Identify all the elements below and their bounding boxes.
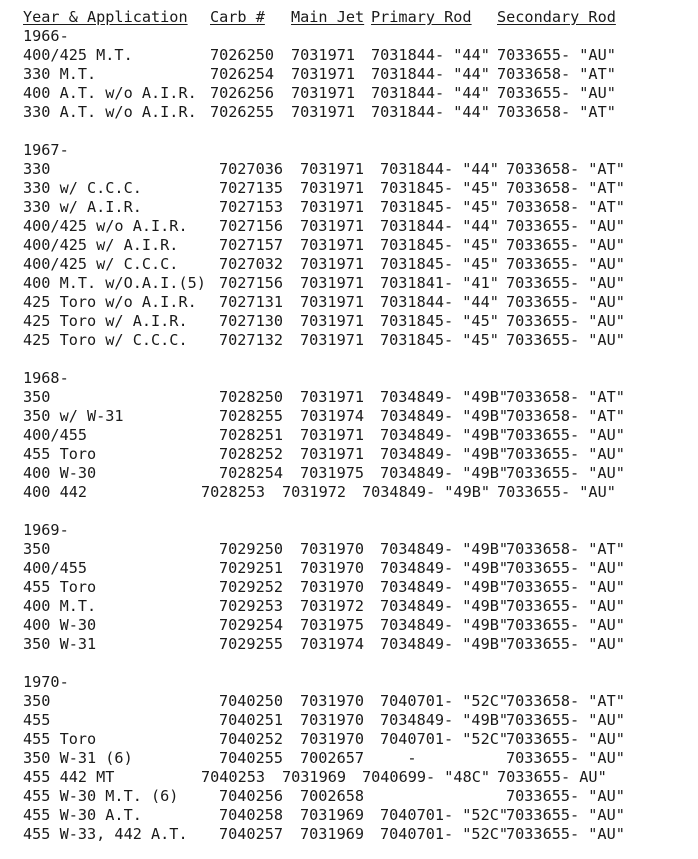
- cell-main-jet: 7031970: [300, 711, 365, 729]
- cell-main-jet: 7031971: [300, 293, 365, 311]
- cell-main-jet: 7031971: [300, 426, 365, 444]
- cell-main-jet: 7031971: [291, 84, 356, 102]
- table-row: [23, 179, 683, 198]
- table-row: [23, 217, 683, 236]
- cell-application: 455: [23, 711, 51, 729]
- year-heading: [23, 141, 683, 160]
- cell-application: 350: [23, 388, 51, 406]
- cell-primary-rod: 7031844- "44": [380, 217, 499, 235]
- cell-main-jet: 7002657: [300, 749, 365, 767]
- cell-primary-rod: 7031845- "45": [380, 236, 499, 254]
- cell-main-jet: 7031969: [300, 825, 365, 843]
- cell-carb: 7029252: [219, 578, 284, 596]
- cell-application: 350: [23, 540, 51, 558]
- cell-carb: 7040252: [219, 730, 284, 748]
- cell-application: 400 442: [23, 483, 88, 501]
- cell-primary-rod: 7034849- "49B": [380, 540, 509, 558]
- cell-carb: 7027032: [219, 255, 284, 273]
- table-row: [23, 768, 683, 787]
- cell-carb: 7040250: [219, 692, 284, 710]
- cell-application: 425 Toro w/ A.I.R.: [23, 312, 188, 330]
- year-label: 1967-: [23, 141, 69, 159]
- table-row: [23, 84, 683, 103]
- cell-main-jet: 7031971: [300, 274, 365, 292]
- header-carb: Carb #: [210, 8, 265, 26]
- cell-secondary-rod: 7033655- "AU": [506, 749, 625, 767]
- table-row: [23, 597, 683, 616]
- table-row: [23, 559, 683, 578]
- cell-secondary-rod: 7033655- AU": [497, 768, 607, 786]
- cell-carb: 7040257: [219, 825, 284, 843]
- cell-carb: 7029251: [219, 559, 284, 577]
- cell-primary-rod: 7040699- "48C": [362, 768, 491, 786]
- cell-main-jet: 7031970: [300, 578, 365, 596]
- table-row: [23, 388, 683, 407]
- cell-main-jet: 7031971: [291, 103, 356, 121]
- cell-primary-rod: 7034849- "49B": [380, 388, 509, 406]
- cell-carb: 7040253: [201, 768, 266, 786]
- cell-secondary-rod: 7033658- "AT": [506, 198, 625, 216]
- cell-carb: 7029255: [219, 635, 284, 653]
- cell-application: 455 W-33, 442 A.T.: [23, 825, 188, 843]
- cell-primary-rod: 7031841- "41": [380, 274, 499, 292]
- cell-application: 455 442 MT: [23, 768, 115, 786]
- cell-application: 425 Toro w/o A.I.R.: [23, 293, 197, 311]
- cell-carb: 7027131: [219, 293, 284, 311]
- cell-primary-rod: 7034849- "49B": [380, 464, 509, 482]
- cell-primary-rod: -: [380, 749, 417, 767]
- cell-main-jet: 7031974: [300, 635, 365, 653]
- cell-secondary-rod: 7033655- "AU": [506, 464, 625, 482]
- cell-primary-rod: 7040701- "52C": [380, 806, 509, 824]
- cell-main-jet: 7031971: [300, 255, 365, 273]
- cell-application: 400/425 w/ A.I.R.: [23, 236, 179, 254]
- cell-secondary-rod: 7033655- "AU": [506, 293, 625, 311]
- cell-secondary-rod: 7033658- "AT": [506, 407, 625, 425]
- cell-secondary-rod: 7033655- "AU": [506, 711, 625, 729]
- cell-secondary-rod: 7033655- "AU": [506, 806, 625, 824]
- table-body: [23, 27, 683, 844]
- cell-secondary-rod: 7033658- "AT": [506, 540, 625, 558]
- year-label: 1969-: [23, 521, 69, 539]
- cell-secondary-rod: 7033655- "AU": [506, 616, 625, 634]
- cell-secondary-rod: 7033658- "AT": [506, 179, 625, 197]
- cell-main-jet: 7031970: [300, 730, 365, 748]
- cell-application: 400/425 w/ C.C.C.: [23, 255, 179, 273]
- cell-primary-rod: 7031844- "44": [371, 84, 490, 102]
- table-row: [23, 331, 683, 350]
- cell-primary-rod: 7040701- "52C": [380, 825, 509, 843]
- cell-application: 350 w/ W-31: [23, 407, 124, 425]
- carburetor-spec-sheet: [23, 8, 683, 844]
- year-heading: [23, 521, 683, 540]
- cell-application: 400 W-30: [23, 616, 97, 634]
- cell-secondary-rod: 7033655- "AU": [506, 597, 625, 615]
- cell-application: 330 w/ A.I.R.: [23, 198, 142, 216]
- table-row: [23, 692, 683, 711]
- cell-main-jet: 7031971: [300, 331, 365, 349]
- table-row: [23, 65, 683, 84]
- cell-secondary-rod: 7033655- "AU": [506, 825, 625, 843]
- table-row: [23, 445, 683, 464]
- cell-carb: 7040258: [219, 806, 284, 824]
- table-row: [23, 616, 683, 635]
- cell-application: 455 Toro: [23, 445, 97, 463]
- cell-primary-rod: 7031844- "44": [380, 293, 499, 311]
- cell-carb: 7027130: [219, 312, 284, 330]
- cell-main-jet: 7002658: [300, 787, 365, 805]
- cell-carb: 7029254: [219, 616, 284, 634]
- cell-primary-rod: 7034849- "49B": [380, 578, 509, 596]
- table-row: [23, 825, 683, 844]
- cell-carb: 7029250: [219, 540, 284, 558]
- cell-application: 400 A.T. w/o A.I.R.: [23, 84, 197, 102]
- cell-application: 400 W-30: [23, 464, 97, 482]
- cell-main-jet: 7031970: [300, 540, 365, 558]
- cell-main-jet: 7031971: [300, 160, 365, 178]
- cell-secondary-rod: 7033658- "AT": [506, 692, 625, 710]
- table-row: [23, 103, 683, 122]
- cell-main-jet: 7031971: [300, 217, 365, 235]
- cell-secondary-rod: 7033655- "AU": [506, 445, 625, 463]
- cell-main-jet: 7031974: [300, 407, 365, 425]
- cell-carb: 7028251: [219, 426, 284, 444]
- cell-primary-rod: 7031845- "45": [380, 331, 499, 349]
- header-main-jet: Main Jet: [291, 8, 365, 26]
- cell-secondary-rod: 7033655- "AU": [506, 217, 625, 235]
- cell-secondary-rod: 7033655- "AU": [506, 274, 625, 292]
- table-row: [23, 293, 683, 312]
- cell-primary-rod: 7040701- "52C": [380, 730, 509, 748]
- cell-carb: 7040251: [219, 711, 284, 729]
- cell-primary-rod: 7031844- "44": [371, 65, 490, 83]
- cell-primary-rod: 7034849- "49B": [380, 635, 509, 653]
- cell-secondary-rod: 7033658- "AT": [497, 103, 616, 121]
- cell-application: 330 M.T.: [23, 65, 97, 83]
- cell-application: 400/425 w/o A.I.R.: [23, 217, 188, 235]
- cell-main-jet: 7031971: [300, 236, 365, 254]
- cell-main-jet: 7031969: [282, 768, 347, 786]
- header-primary-rod: Primary Rod: [371, 8, 472, 26]
- cell-secondary-rod: 7033655- "AU": [497, 483, 616, 501]
- cell-main-jet: 7031970: [300, 692, 365, 710]
- cell-carb: 7040256: [219, 787, 284, 805]
- cell-application: 455 W-30 A.T.: [23, 806, 142, 824]
- cell-application: 350 W-31 (6): [23, 749, 133, 767]
- cell-secondary-rod: 7033655- "AU": [506, 559, 625, 577]
- cell-main-jet: 7031971: [300, 312, 365, 330]
- table-row: [23, 540, 683, 559]
- year-heading: [23, 369, 683, 388]
- year-label: 1970-: [23, 673, 69, 691]
- cell-application: 350 W-31: [23, 635, 97, 653]
- cell-primary-rod: 7034849- "49B": [380, 407, 509, 425]
- cell-secondary-rod: 7033655- "AU": [497, 84, 616, 102]
- table-row: [23, 730, 683, 749]
- cell-primary-rod: 7031845- "45": [380, 179, 499, 197]
- cell-main-jet: 7031975: [300, 464, 365, 482]
- year-heading: [23, 673, 683, 692]
- year-label: 1968-: [23, 369, 69, 387]
- cell-primary-rod: 7031844- "44": [371, 46, 490, 64]
- year-label: 1966-: [23, 27, 69, 45]
- table-row: [23, 464, 683, 483]
- table-row: [23, 274, 683, 293]
- spacer: [23, 122, 683, 141]
- header-application: Year & Application: [23, 8, 188, 26]
- year-heading: [23, 27, 683, 46]
- table-row: [23, 483, 683, 502]
- cell-main-jet: 7031970: [300, 559, 365, 577]
- cell-carb: 7026255: [210, 103, 275, 121]
- cell-carb: 7027157: [219, 236, 284, 254]
- cell-secondary-rod: 7033655- "AU": [506, 635, 625, 653]
- cell-main-jet: 7031969: [300, 806, 365, 824]
- table-row: [23, 711, 683, 730]
- table-row: [23, 806, 683, 825]
- cell-primary-rod: 7031845- "45": [380, 255, 499, 273]
- cell-application: 330 A.T. w/o A.I.R.: [23, 103, 197, 121]
- table-row: [23, 236, 683, 255]
- cell-secondary-rod: 7033655- "AU": [506, 236, 625, 254]
- spacer: [23, 654, 683, 673]
- cell-carb: 7028253: [201, 483, 266, 501]
- cell-main-jet: 7031971: [300, 179, 365, 197]
- cell-carb: 7029253: [219, 597, 284, 615]
- cell-secondary-rod: 7033655- "AU": [506, 730, 625, 748]
- cell-carb: 7026254: [210, 65, 275, 83]
- cell-main-jet: 7031971: [300, 445, 365, 463]
- table-row: [23, 787, 683, 806]
- cell-carb: 7027132: [219, 331, 284, 349]
- table-row: [23, 407, 683, 426]
- cell-application: 400 M.T.: [23, 597, 97, 615]
- table-row: [23, 578, 683, 597]
- cell-secondary-rod: 7033655- "AU": [506, 312, 625, 330]
- cell-carb: 7028254: [219, 464, 284, 482]
- cell-carb: 7028252: [219, 445, 284, 463]
- cell-primary-rod: 7034849- "49B": [380, 426, 509, 444]
- cell-carb: 7026250: [210, 46, 275, 64]
- cell-primary-rod: 7034849- "49B": [380, 597, 509, 615]
- cell-carb: 7027153: [219, 198, 284, 216]
- cell-application: 455 Toro: [23, 730, 97, 748]
- cell-main-jet: 7031971: [291, 46, 356, 64]
- spacer: [23, 350, 683, 369]
- cell-secondary-rod: 7033655- "AU": [506, 787, 625, 805]
- cell-primary-rod: 7034849- "49B": [362, 483, 491, 501]
- header-secondary-rod: Secondary Rod: [497, 8, 616, 26]
- table-row: [23, 312, 683, 331]
- cell-primary-rod: 7034849- "49B": [380, 711, 509, 729]
- cell-primary-rod: 7031845- "45": [380, 198, 499, 216]
- cell-main-jet: 7031972: [282, 483, 347, 501]
- cell-carb: 7028250: [219, 388, 284, 406]
- table-row: [23, 426, 683, 445]
- cell-carb: 7027135: [219, 179, 284, 197]
- cell-application: 400/455: [23, 426, 88, 444]
- table-row: [23, 46, 683, 65]
- cell-carb: 7027156: [219, 217, 284, 235]
- cell-carb: 7027156: [219, 274, 284, 292]
- cell-secondary-rod: 7033655- "AU": [506, 578, 625, 596]
- cell-main-jet: 7031972: [300, 597, 365, 615]
- cell-application: 425 Toro w/ C.C.C.: [23, 331, 188, 349]
- cell-secondary-rod: 7033655- "AU": [506, 426, 625, 444]
- cell-secondary-rod: 7033658- "AT": [506, 160, 625, 178]
- table-header: [23, 8, 683, 27]
- cell-secondary-rod: 7033658- "AT": [506, 388, 625, 406]
- cell-main-jet: 7031971: [300, 198, 365, 216]
- cell-application: 350: [23, 692, 51, 710]
- cell-carb: 7040255: [219, 749, 284, 767]
- cell-carb: 7028255: [219, 407, 284, 425]
- table-row: [23, 255, 683, 274]
- table-row: [23, 635, 683, 654]
- cell-carb: 7027036: [219, 160, 284, 178]
- cell-primary-rod: 7034849- "49B": [380, 445, 509, 463]
- cell-application: 330: [23, 160, 51, 178]
- spacer: [23, 502, 683, 521]
- cell-application: 455 W-30 M.T. (6): [23, 787, 179, 805]
- cell-secondary-rod: 7033658- "AT": [497, 65, 616, 83]
- cell-application: 455 Toro: [23, 578, 97, 596]
- table-row: [23, 198, 683, 217]
- cell-main-jet: 7031971: [291, 65, 356, 83]
- cell-secondary-rod: 7033655- "AU": [506, 331, 625, 349]
- cell-application: 330 w/ C.C.C.: [23, 179, 142, 197]
- cell-primary-rod: 7031844- "44": [380, 160, 499, 178]
- cell-primary-rod: 7040701- "52C": [380, 692, 509, 710]
- cell-application: 400 M.T. w/O.A.I.(5): [23, 274, 206, 292]
- cell-primary-rod: 7034849- "49B": [380, 616, 509, 634]
- cell-primary-rod: 7034849- "49B": [380, 559, 509, 577]
- table-row: [23, 749, 683, 768]
- cell-application: 400/425 M.T.: [23, 46, 133, 64]
- cell-carb: 7026256: [210, 84, 275, 102]
- cell-primary-rod: 7031844- "44": [371, 103, 490, 121]
- cell-primary-rod: 7031845- "45": [380, 312, 499, 330]
- cell-main-jet: 7031975: [300, 616, 365, 634]
- cell-secondary-rod: 7033655- "AU": [497, 46, 616, 64]
- table-row: [23, 160, 683, 179]
- cell-application: 400/455: [23, 559, 88, 577]
- cell-main-jet: 7031971: [300, 388, 365, 406]
- cell-secondary-rod: 7033655- "AU": [506, 255, 625, 273]
